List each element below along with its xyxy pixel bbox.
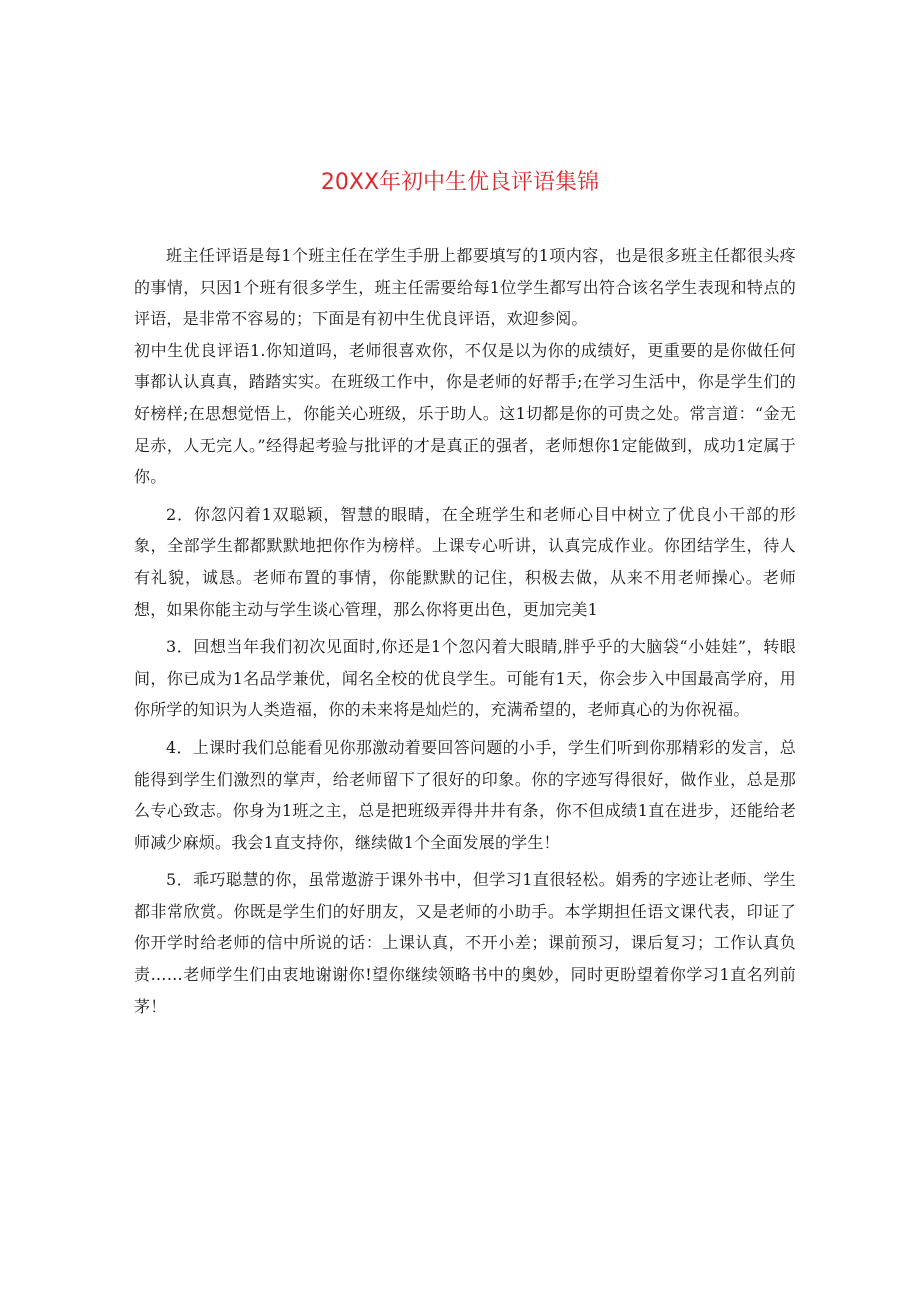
paragraph-comment-4: 4．上课时我们总能看见你那激动着要回答问题的小手，学生们听到你那精彩的发言，总能得到学生们激烈的掌声，给老师留下了很好的印象。你的字迹写得很好，做作业，总是那么专心致志。你身为1班之主，总是把班级弄得井井有条，你不但成绩1直在进步，还能给老师减少麻烦。我会1直支持你，继续做1个全面发展的学生！ xyxy=(134,737,796,852)
paragraph-comment-3: 3．回想当年我们初次见面时,你还是1个忽闪着大眼睛,胖乎乎的大脑袋“小娃娃”，转眼间，你已成为1名品学兼优，闻名全校的优良学生。可能有1天，你会步入中国最高学府，用你所学的知识为人类造福，你的未来将是灿烂的，充满希望的，老师真心的为你祝福。 xyxy=(134,637,796,720)
document-title: 20XX年初中生优良评语集锦 xyxy=(320,170,600,195)
paragraph-comment-1: 初中生优良评语1.你知道吗，老师很喜欢你，不仅是以为你的成绩好，更重要的是你做任何事都认认真真，踏踏实实。在班级工作中，你是老师的好帮手;在学习生活中，你是学生们的好榜样;在思想觉悟上，你能关心班级，乐于助人。这1切都是你的可贵之处。常言道：“金无足赤，人无完人。”经得起考验与批评的才是真正的强者，老师想你1定能做到，成功1定属于你。 xyxy=(134,340,796,487)
paragraph-comment-5: 5．乖巧聪慧的你，虽常遨游于课外书中，但学习1直很轻松。娟秀的字迹让老师、学生都非常欣赏。你既是学生们的好朋友，又是老师的小助手。本学期担任语文课代表，印证了你开学时给老师的信中所说的话：上课认真，不开小差；课前预习，课后复习；工作认真负责……老师学生们由衷地谢谢你!望你继续领略书中的奥妙，同时更盼望着你学习1直名列前茅！ xyxy=(134,870,796,1016)
paragraph-comment-2: 2．你忽闪着1双聪颖，智慧的眼睛，在全班学生和老师心目中树立了优良小干部的形象，全部学生都都默默地把你作为榜样。上课专心听讲，认真完成作业。你团结学生，待人有礼貌，诚恳。老师布置的事情，你能默默的记住，积极去做，从来不用老师操心。老师想，如果你能主动与学生谈心管理，那么你将更出色，更加完美1 xyxy=(134,504,796,619)
document-body xyxy=(134,240,796,1022)
paragraph-intro: 班主任评语是每1个班主任在学生手册上都要填写的1项内容，也是很多班主任都很头疼的事情，只因1个班有很多学生，班主任需要给每1位学生都写出符合该名学生表现和特点的评语，是非常不容易的；下面是有初中生优良评语，欢迎参阅。 xyxy=(134,246,796,329)
